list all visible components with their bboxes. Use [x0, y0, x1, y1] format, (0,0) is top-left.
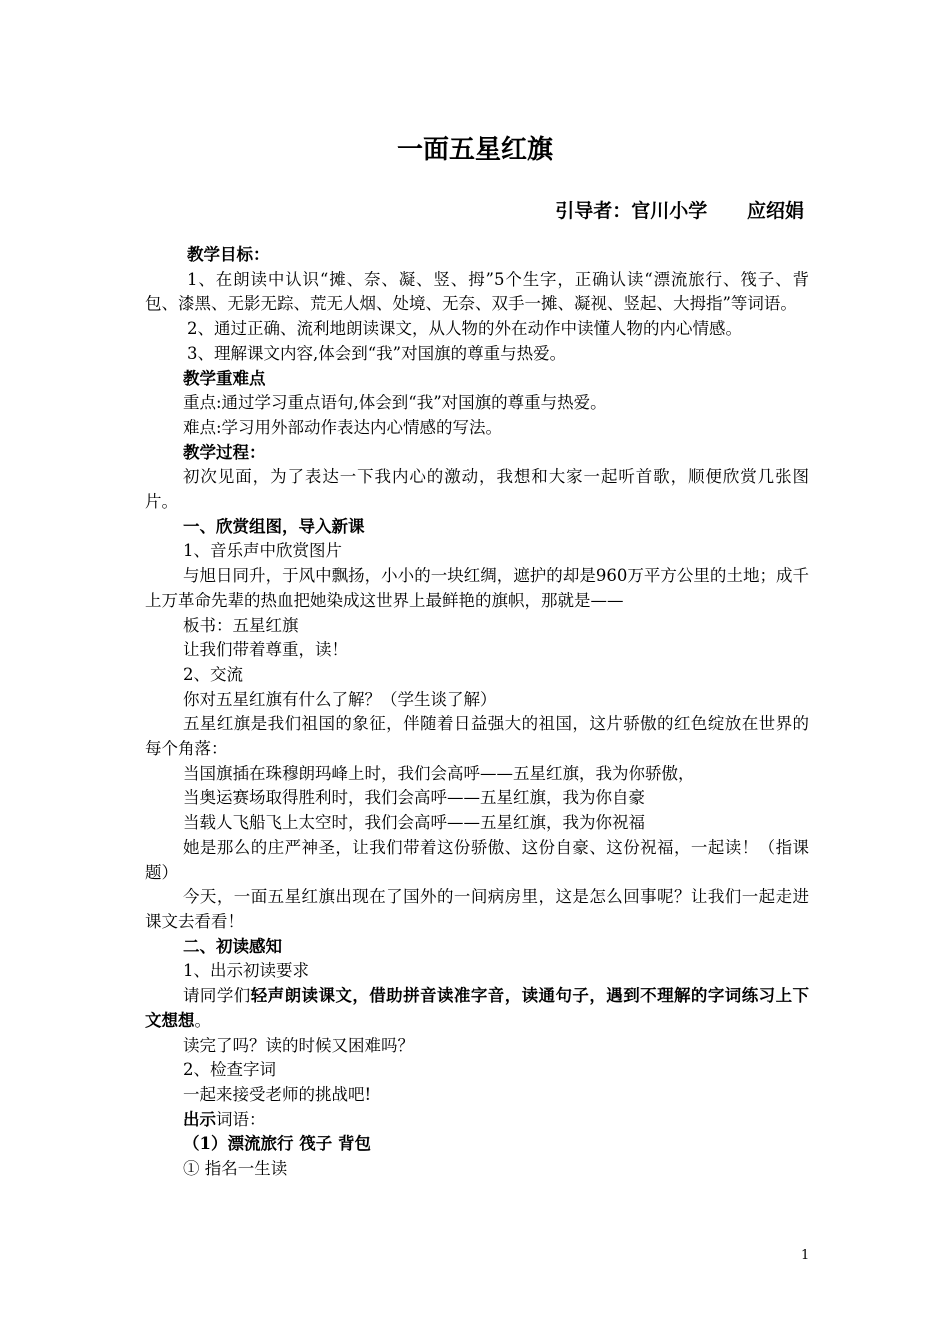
- paragraph: [145, 1108, 809, 1133]
- paragraph: 1、音乐声中欣赏图片: [183, 541, 342, 561]
- section-heading: 二、初读感知: [183, 936, 282, 956]
- paragraph: 初次见面，为了表达一下我内心的激动，我想和大家一起听首歌，顺便欣赏几张图片。: [145, 467, 809, 512]
- goal-item: 3、理解课文内容,体会到“我”对国旗的尊重与热爱。: [187, 343, 567, 363]
- section-heading: 一、欣赏组图，导入新课: [183, 516, 365, 536]
- goal-item: 1、在朗读中认识“摊、奈、凝、竖、拇”5个生字，正确认读“漂流旅行、筏子、背包、漆黑、无影无踪、荒无人烟、处境、无奈、双手一摊、凝视、竖起、大拇指”等词语。: [145, 269, 809, 314]
- process-heading: 教学过程：: [183, 442, 266, 462]
- page-title: 一面五星红旗: [396, 135, 553, 165]
- paragraph: 一起来接受老师的挑战吧!: [183, 1084, 372, 1104]
- paragraph: 她是那么的庄严神圣，让我们带着这份骄傲、这份自豪、这份祝福，一起读！（指课题）: [145, 837, 809, 882]
- key-points-heading: 教学重难点: [183, 368, 266, 388]
- key-point: 重点:通过学习重点语句,体会到“我”对国旗的尊重与热爱。: [183, 393, 607, 413]
- paragraph: 今天，一面五星红旗出现在了国外的一间病房里，这是怎么回事呢？让我们一起走进课文去看看！: [145, 887, 809, 931]
- paragraph: 2、交流: [183, 664, 243, 684]
- page-number: 1: [801, 1248, 810, 1263]
- paragraph: 五星红旗是我们祖国的象征，伴随着日益强大的祖国，这片骄傲的红色绽放在世界的每个角落：: [145, 714, 809, 759]
- paragraph: ① 指名一生读: [183, 1159, 288, 1179]
- paragraph: 读完了吗？读的时候又困难吗？: [183, 1035, 414, 1055]
- paragraph: 当奥运赛场取得胜利时，我们会高呼——五星红旗，我为你自豪: [183, 788, 645, 808]
- paragraph-text: 请同学们: [183, 986, 251, 1006]
- paragraph-text: 。: [194, 1010, 211, 1030]
- paragraph-text: 词语：: [216, 1109, 266, 1129]
- paragraph: 让我们带着尊重，读！: [183, 640, 348, 660]
- emphasized-text: 轻声朗读课文，借助拼音读准字音，读通句子，遇到不理解的字词练习上下文想想: [145, 986, 810, 1030]
- paragraph: 当国旗插在珠穆朗玛峰上时，我们会高呼——五星红旗，我为你骄傲，: [183, 763, 695, 783]
- paragraph: 与旭日同升，于风中飘扬，小小的一块红绸，遮护的却是960万平方公里的土地；成千上万革命先辈的热血把她染成这世界上最鲜艳的旗帜，那就是——: [145, 566, 809, 610]
- paragraph: 2、检查字词: [183, 1060, 276, 1080]
- word-list: （1）漂流旅行 筏子 背包: [183, 1134, 371, 1154]
- goal-item: 2、通过正确、流利地朗读课文，从人物的外在动作中读懂人物的内心情感。: [187, 319, 742, 339]
- paragraph: 板书：五星红旗: [183, 615, 299, 635]
- emphasized-text: 出示: [183, 1109, 216, 1129]
- document-body: [145, 243, 809, 1182]
- paragraph: 当载人飞船飞上太空时，我们会高呼——五星红旗，我为你祝福: [183, 813, 645, 833]
- goals-heading: 教学目标：: [187, 245, 270, 264]
- difficult-point: 难点:学习用外部动作表达内心情感的写法。: [183, 417, 503, 437]
- author-line: 引导者：官川小学 应绍娟: [555, 200, 804, 222]
- paragraph: 1、出示初读要求: [183, 961, 309, 981]
- paragraph: [145, 984, 809, 1033]
- paragraph: 你对五星红旗有什么了解？（学生谈了解）: [183, 689, 497, 709]
